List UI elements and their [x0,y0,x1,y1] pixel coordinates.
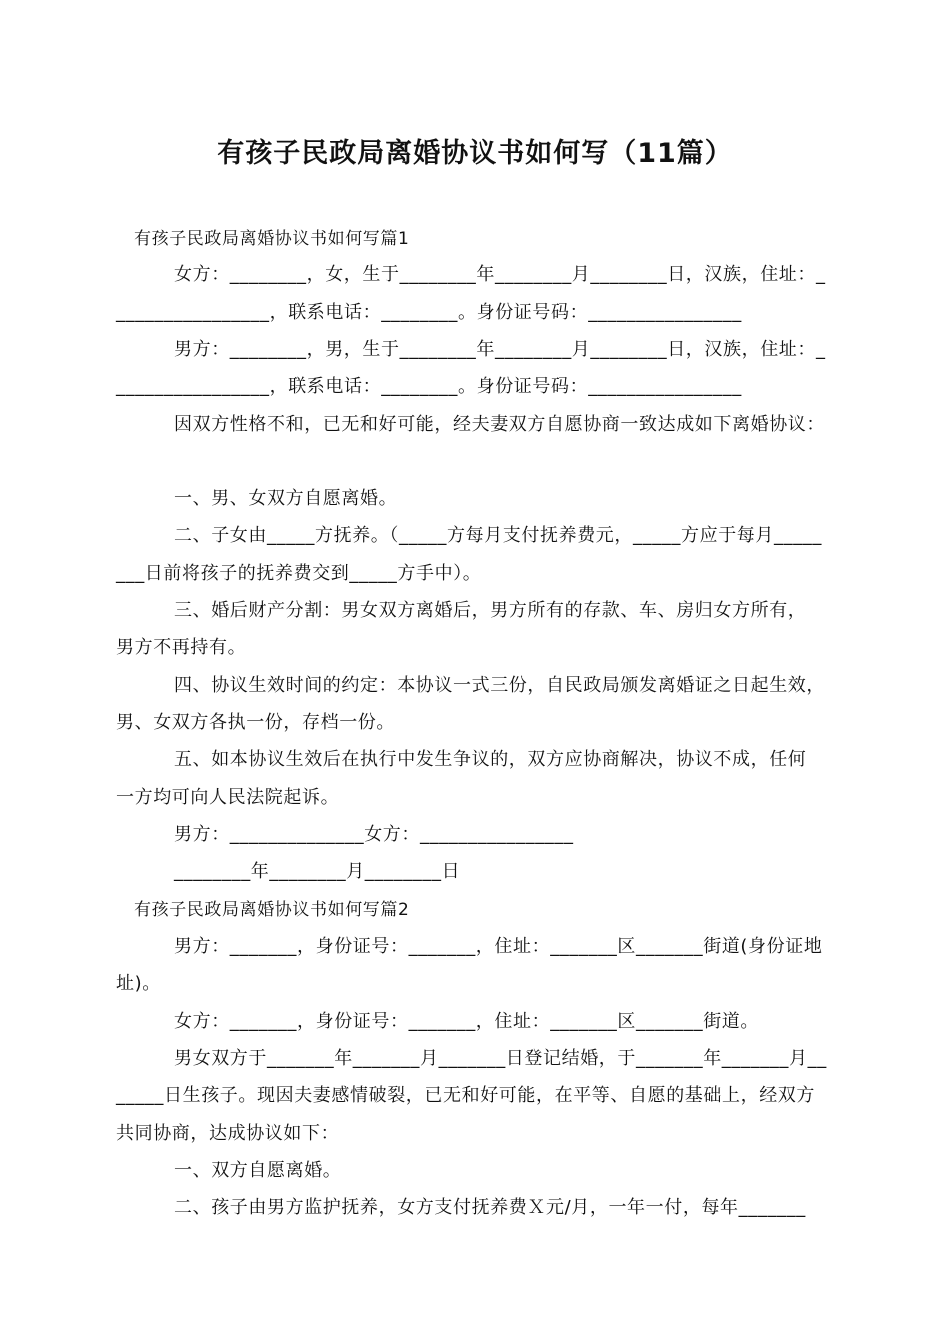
paragraph-line: 一方均可向人民法院起诉。 [116,787,340,808]
date-line: ________年________月________日 [174,861,461,882]
paragraph-line: ________________，联系电话：________。身份证号码：________________ [116,376,742,397]
section-heading: 有孩子民政局离婚协议书如何写篇2 [134,900,410,920]
document-title: 有孩子民政局离婚协议书如何写（11篇） [217,138,733,169]
paragraph-line: _____日生孩子。现因夫妻感情破裂，已无和好可能，在平等、自愿的基础上，经双方 [116,1085,815,1106]
paragraph-line: 男方：_______，身份证号：_______，住址：_______区_______街道(身份证地 [174,936,823,957]
section-heading: 有孩子民政局离婚协议书如何写篇1 [134,229,410,249]
paragraph-line: 四、协议生效时间的约定：本协议一式三份，自民政局颁发离婚证之日起生效， [174,675,825,696]
paragraph-line: 女方：_______，身份证号：_______，住址：_______区_______街道。 [174,1011,759,1032]
paragraph-line: 二、子女由_____方抚养。（_____方每月支付抚养费元，_____方应于每月_____ [174,525,822,546]
paragraph-line: 因双方性格不和，已无和好可能，经夫妻双方自愿协商一致达成如下离婚协议： [174,414,825,435]
paragraph-line: 一、男、女双方自愿离婚。 [174,488,398,509]
paragraph-line: 五、如本协议生效后在执行中发生争议的，双方应协商解决，协议不成，任何 [174,749,807,770]
paragraph-line: ___日前将孩子的抚养费交到_____方手中）。 [116,563,482,584]
paragraph-line: 一、双方自愿离婚。 [174,1160,342,1181]
paragraph-line: 男方不再持有。 [116,637,247,658]
paragraph-line: 男方：________，男，生于________年________月________日，汉族，住址：_ [174,339,826,360]
paragraph-line: 三、婚后财产分割：男女双方离婚后，男方所有的存款、车、房归女方所有， [174,600,807,621]
paragraph-line: 共同协商，达成协议如下： [116,1123,340,1144]
paragraph-line: 二、孩子由男方监护抚养，女方支付抚养费Ｘ元/月，一年一付，每年_______ [174,1197,806,1218]
paragraph-line: 男、女双方各执一份，存档一份。 [116,712,395,733]
paragraph-line: 址)。 [116,973,161,994]
signature-line: 男方：______________女方：________________ [174,824,574,845]
paragraph-line: 男女双方于_______年_______月_______日登记结婚，于_______年_______月__ [174,1048,827,1069]
paragraph-line: 女方：________，女，生于________年________月________日，汉族，住址：_ [174,264,826,285]
paragraph-line: ________________，联系电话：________。身份证号码：________________ [116,302,742,323]
